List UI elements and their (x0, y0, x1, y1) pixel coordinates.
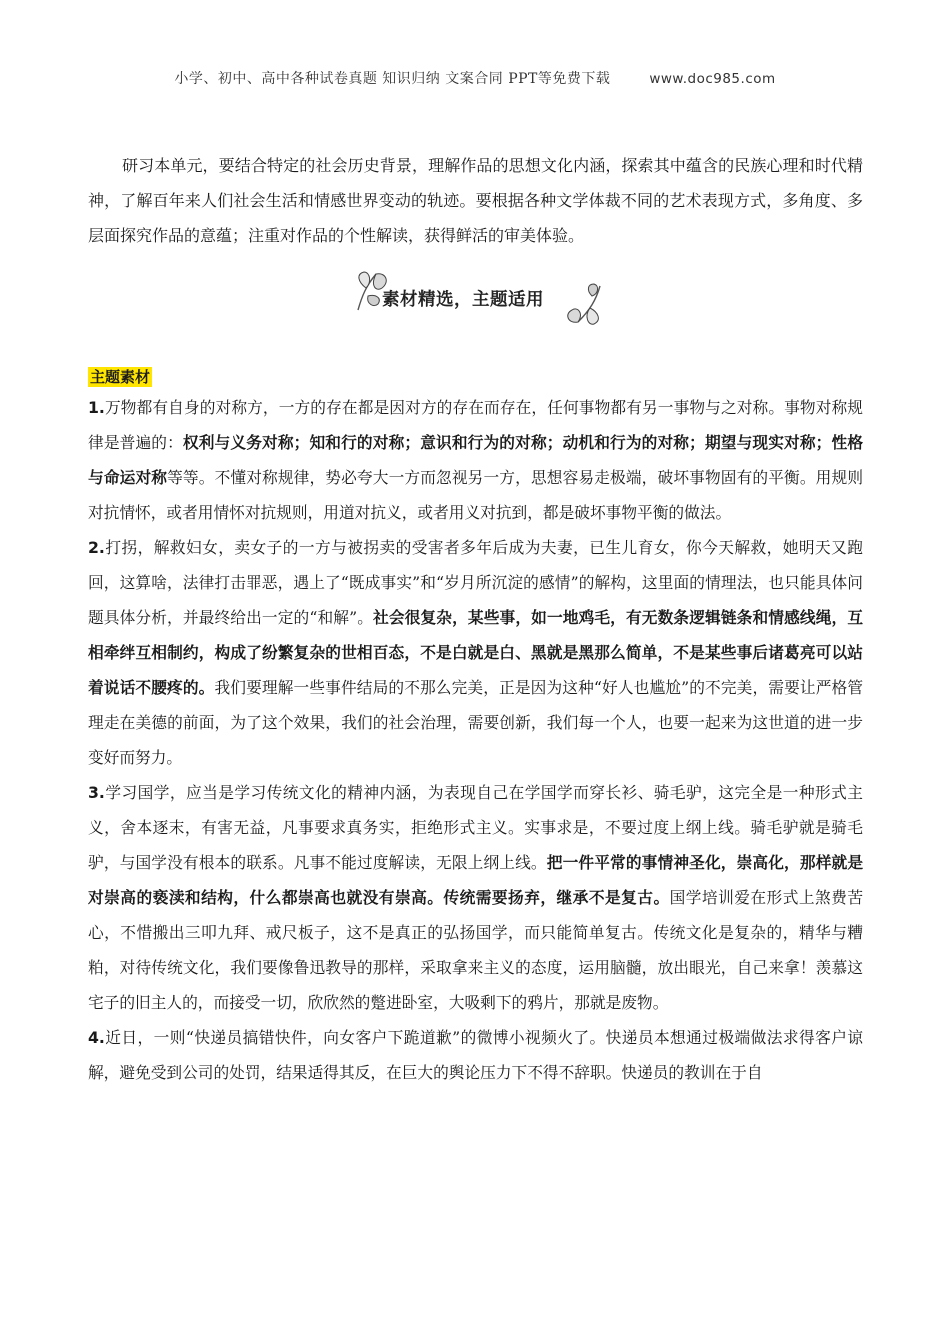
item-number: 2. (88, 538, 105, 557)
section-banner (352, 266, 602, 330)
section-tag: 主题素材 (90, 368, 151, 386)
item-text: 万物都有自身的对称方，一方的存在都是因对方的存在而存在，任何事物都有另一事物与之对称。事物对称规律是普遍的： (88, 398, 863, 452)
item-list (88, 390, 863, 1090)
item-number: 1. (88, 398, 105, 417)
list-item (88, 1020, 863, 1090)
item-text: 等等。不懂对称规律，势必夸大一方而忽视另一方，思想容易走极端，破坏事物固有的平衡。用规则对抗情怀，或者用情怀对抗规则，用道对抗义，或者用义对抗到，都是破坏事物平衡的做法。 (88, 468, 864, 522)
page-header (0, 68, 950, 88)
item-text: 近日，一则“快递员搞错快件，向女客户下跪道歉”的微博小视频火了。快递员本想通过极端做法求得客户谅解，避免受到公司的处罚，结果适得其反，在巨大的舆论压力下不得不辞职。快递员的教训在于自 (88, 1028, 863, 1082)
item-text-bold: 把一件平常的事情神圣化，崇高化，那样就是对崇高的亵渎和结构，什么都崇高也就没有崇高。传统需要扬弃，继承不是复古。 (88, 853, 864, 907)
item-text-bold: 权利与义务对称；知和行的对称；意识和行为的对称；动机和行为的对称；期望与现实对称；性格与命运对称 (88, 433, 864, 487)
header-text: 小学、初中、高中各种试卷真题 知识归纳 文案合同 PPT等免费下载 (174, 71, 611, 87)
item-number: 4. (88, 1028, 105, 1047)
item-number: 3. (88, 783, 105, 802)
item-text: 学习国学，应当是学习传统文化的精神内涵，为表现自己在学国学而穿长衫、骑毛驴，这完全是一种形式主义，舍本逐末，有害无益，凡事要求真务实，拒绝形式主义。实事求是，不要过度上纲上线。骑毛驴就是骑毛驴，与国学没有根本的联系。凡事不能过度解读，无限上纲上线。 (88, 783, 863, 872)
list-item (88, 775, 863, 1020)
banner-title: 素材精选，主题适用 (382, 290, 544, 310)
item-text: 国学培训爱在形式上煞费苦心，不惜搬出三叩九拜、戒尺板子，这不是真正的弘扬国学，而只能简单复古。传统文化是复杂的，精华与糟粕，对待传统文化，我们要像鲁迅教导的那样，采取拿来主义的态度，运用脑髓，放出眼光，自己来拿！羡慕这宅子的旧主人的，而接受一切，欣欣然的蹩进卧室，大吸剩下的鸦片，那就是废物。 (88, 888, 864, 1012)
content-body (88, 366, 863, 1090)
item-text-bold: 社会很复杂，某些事，如一地鸡毛，有无数条逻辑链条和情感线绳，互相牵绊互相制约，构成了纷繁复杂的世相百态，不是白就是白、黑就是黑那么简单，不是某些事后诸葛亮可以站着说话不腰疼的。 (88, 608, 864, 697)
item-text: 我们要理解一些事件结局的不那么完美，正是因为这种“好人也尴尬”的不完美，需要让严格管理走在美德的前面，为了这个效果，我们的社会治理，需要创新，我们每一个人，也要一起来为这世道的进一步变好而努力。 (88, 678, 864, 767)
intro-paragraph: 研习本单元，要结合特定的社会历史背景，理解作品的思想文化内涵，探索其中蕴含的民族心理和时代精神，了解百年来人们社会生活和情感世界变动的轨迹。要根据各种文学体裁不同的艺术表现方式，多角度、多层面探究作品的意蕴；注重对作品的个性解读，获得鲜活的审美体验。 (88, 156, 863, 245)
list-item (88, 390, 863, 530)
leaf-decoration-right-icon (566, 282, 606, 330)
item-text: 打拐，解救妇女，卖女子的一方与被拐卖的受害者多年后成为夫妻，已生儿育女，你今天解救，她明天又跑回，这算啥，法律打击罪恶，遇上了“既成事实”和“岁月所沉淀的感情”的解构，这里面的情理法，也只能具体问题具体分析，并最终给出一定的“和解”。 (88, 538, 863, 627)
header-site[interactable]: www.doc985.com (649, 71, 776, 87)
list-item (88, 530, 863, 775)
